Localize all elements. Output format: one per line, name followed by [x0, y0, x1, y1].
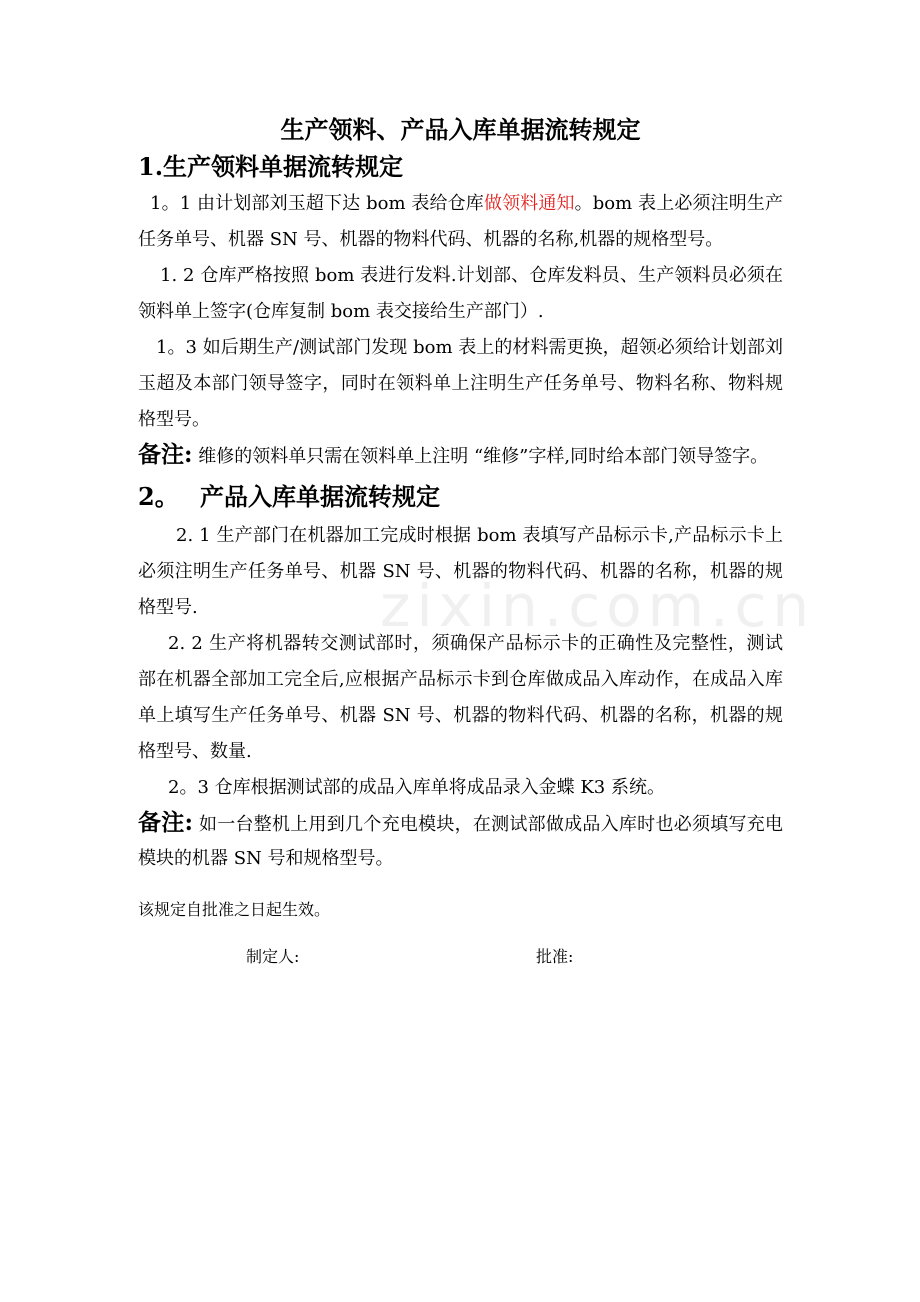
signature-row: [138, 942, 783, 972]
watermark: zixin.com.cn: [380, 572, 816, 640]
section-1-paragraph-3: 1。3 如后期生产/测试部门发现 bom 表上的材料需更换，超领必须给计划部刘玉超及本部门领导签字，同时在领料单上注明生产任务单号、物料名称、物料规格型号。: [138, 337, 783, 430]
section-1-paragraph-1: [138, 186, 783, 258]
effective-statement: 该规定自批准之日起生效。: [138, 900, 331, 919]
section-2-paragraph-1: 2. 1 生产部门在机器加工完成时根据 bom 表填写产品标示卡,产品标示卡上必须注明生产任务单号、机器 SN 号、机器的物料代码、机器的名称，机器的规格型号.: [138, 525, 783, 618]
section-1-p1-text-b: 。bom 表上必须注明生产任务单号、机器 SN 号、机器的物料代码、机器的名称,机器的规格型号。: [138, 193, 784, 250]
section-1-heading: 1.生产领料单据流转规定: [138, 152, 404, 181]
section-1-p1-text-a: 1。1 由计划部刘玉超下达 bom 表给仓库: [150, 193, 484, 214]
section-2-heading: [138, 478, 783, 516]
section-2-note-text: 如一台整机上用到几个充电模块，在测试部做成品入库时也必须填写充电模块的机器 SN 号和规格型号。: [138, 814, 783, 869]
section-2-note: [138, 806, 783, 876]
section-1-note-label: 备注:: [138, 441, 193, 468]
section-1-paragraph-2: 1. 2 仓库严格按照 bom 表进行发料.计划部、仓库发料员、生产领料员必须在领料单上签字(仓库复制 bom 表交接给生产部门）.: [138, 265, 783, 322]
section-2-paragraph-2: 2. 2 生产将机器转交测试部时，须确保产品标示卡的正确性及完整性，测试部在机器全部加工完全后,应根据产品标示卡到仓库做成品入库动作，在成品入库单上填写生产任务单号、机器 SN 号、机器的物料代码、机器的名称，机器的规格型号、数量.: [138, 633, 783, 762]
document-body: [138, 112, 783, 972]
section-1-note-text: 维修的领料单只需在领料单上注明 “维修”字样,同时给本部门领导签字。: [198, 446, 769, 467]
maker-label: 制定人:: [246, 947, 300, 966]
section-1-p1-highlight: 做领料通知: [483, 193, 575, 214]
section-1-note: [138, 438, 783, 474]
approver-label: 批准:: [536, 947, 574, 966]
section-2-note-label: 备注:: [138, 809, 194, 836]
section-2-paragraph-3: 2。3 仓库根据测试部的成品入库单将成品录入金蝶 K3 系统。: [168, 777, 665, 798]
section-2-heading-text: 产品入库单据流转规定: [200, 482, 440, 511]
section-2-heading-number: 2。: [138, 482, 179, 511]
document-title: 生产领料、产品入库单据流转规定: [280, 115, 641, 144]
